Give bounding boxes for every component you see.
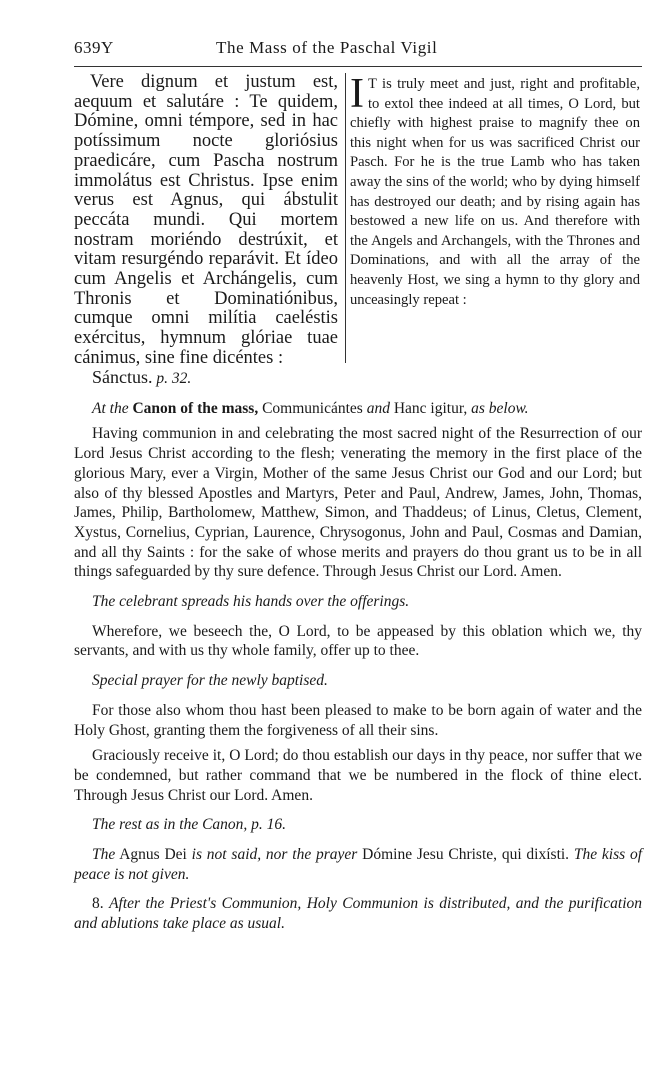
- preface-columns: [74, 71, 642, 368]
- latin-preface: Vere dignum et justum est, aequum et salutáre : Te quidem, Dómine, omni témpore, sed in hac potíssimum nocte gloriósius praedicáre, cum Pascha nostrum immolátus est Christus. Ipse enim verus est Agnus, qui ábstulit peccáta mundi. Qui mortem nostram moriéndo destrúxit, et vitam resurgéndo reparávit. Et ídeo cum Angelis et Archángelis, cum Thronis et Dominatiónibus, cumque omni milítia caeléstis exércitus, hymnum glóriae tuae cánimus, sine fine dicéntes :: [74, 72, 338, 368]
- english-preface: [350, 71, 640, 310]
- communicantes-paragraph: Having communion in and celebrating the most sacred night of the Resurrection of our Lord Jesus Christ according to the flesh; venerating the memory in the first place of the glorious Mary, ever a Virgin, Mother of the same Jesus Christ our God and our Lord; but also of thy blessed Apostles and Martyrs, Peter and Paul, Andrew, James, John, Thomas, James, Philip, Bartholomew, Matthew, Simon, and Thaddeus; of Linus, Cletus, Clement, Xystus, Cornelius, Cyprian, Laurence, Chrysogonus, John and Paul, Cosmas and Damian, and all thy Saints : for the sake of whose merits and prayers do thou grant us to be in all things safeguarded by thy sure defence. Through Jesus Christ our Lord. Amen.: [74, 425, 642, 581]
- sanctus-ref: p. 32.: [156, 370, 192, 387]
- page-number: 639Y: [74, 38, 114, 57]
- body-text: [74, 368, 642, 944]
- baptised-paragraph-2: Graciously receive it, O Lord; do thou establish our days in thy peace, nor suffer that we be condemned, but rather command that we be numbered in the flock of thine elect. Through Jesus Christ our Lord. Amen.: [74, 747, 642, 804]
- header-rule: [74, 66, 642, 67]
- baptised-paragraph-1: For those also whom thou hast been pleased to make to be born again of water and the Holy Ghost, granting them the forgiveness of all their sins.: [74, 701, 642, 739]
- latin-column: [74, 73, 338, 369]
- english-preface-text: T is truly meet and just, right and profitable, to extol thee indeed at all times, O Lord, but chiefly with highest praise to magnify thee on this night when for us was sacrificed Christ our Pasch. For he is the true Lamb who has taken away the sins of the world; who by dying himself has destroyed our death; and by rising again has bestowed a new life on us. And therefore with the Angels and Archangels, with the Thrones and Dominations, and with all the array of the heavenly Host, we sing a hymn to thy glory and unceasingly repeat :: [350, 76, 640, 308]
- canon-rubric: At the Canon of the mass, Communicántes and Hanc igitur, as below.: [92, 399, 529, 417]
- drop-cap: I: [350, 71, 364, 117]
- agnus-rubric: The Agnus Dei is not said, nor the prayer Dómine Jesu Christe, qui dixísti. The kiss of peace is not given.: [74, 846, 643, 883]
- running-head: The Mass of the Paschal Vigil: [216, 38, 438, 57]
- english-column: [350, 71, 640, 310]
- column-divider: [345, 73, 346, 363]
- sanctus-latin: Sánctus.: [92, 367, 153, 387]
- sanctus-line: [74, 368, 642, 389]
- rubric-newly-baptised: Special prayer for the newly baptised.: [92, 672, 328, 690]
- page-header: [74, 38, 642, 60]
- rest-rubric: The rest as in the Canon, p. 16.: [92, 816, 287, 834]
- rubric-spreads-hands: The celebrant spreads his hands over the offerings.: [92, 593, 410, 611]
- communion-rubric: 8. After the Priest's Communion, Holy Communion is distributed, and the purification and ablutions take place as usual.: [74, 895, 642, 933]
- hanc-igitur-paragraph: Wherefore, we beseech the, O Lord, to be appeased by this oblation which we, thy servants, and with us thy whole family, offer up to thee.: [74, 622, 642, 660]
